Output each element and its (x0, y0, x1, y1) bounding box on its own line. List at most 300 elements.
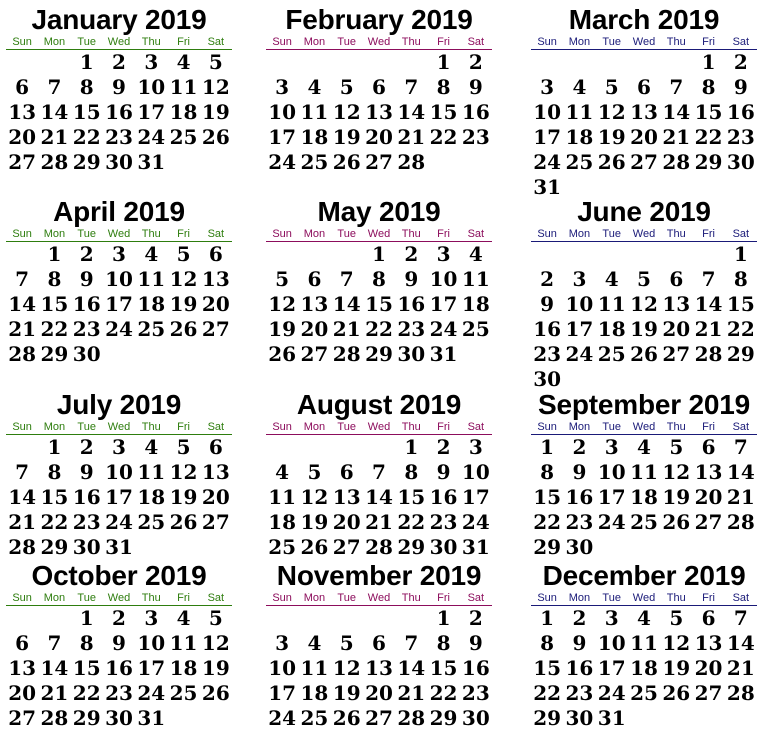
day-cell: 28 (726, 681, 755, 705)
day-cell: 24 (597, 510, 626, 534)
day-cell: 14 (726, 460, 755, 484)
day-cell: 3 (540, 75, 555, 99)
day-cell: 8 (436, 75, 451, 99)
day-cell: 1 (436, 606, 451, 630)
day-cell: 9 (112, 631, 126, 655)
day-cell: 21 (8, 510, 37, 534)
day-cell: 26 (268, 342, 297, 366)
day-cell: 8 (733, 267, 748, 291)
day-cell: 5 (275, 267, 290, 291)
day-cell: 5 (208, 606, 223, 630)
day-cell: 6 (15, 631, 30, 655)
day-cell: 9 (572, 460, 587, 484)
month-march (531, 4, 757, 200)
day-cell: 7 (47, 75, 62, 99)
month-title: September 2019 (538, 389, 750, 420)
day-cell: 7 (701, 267, 716, 291)
day-cell: 15 (533, 656, 562, 680)
day-cell: 27 (8, 706, 37, 730)
day-cell: 3 (468, 435, 483, 459)
day-cell: 13 (365, 656, 393, 680)
day-cell: 1 (701, 50, 716, 74)
day-cell: 18 (169, 100, 198, 124)
weekday-header (266, 421, 492, 435)
day-cell: 28 (8, 535, 37, 559)
day-cell: 6 (208, 435, 223, 459)
month-title: November 2019 (276, 560, 482, 591)
day-cell: 14 (397, 656, 426, 680)
day-cell: 20 (694, 485, 723, 509)
day-cell: 10 (268, 656, 297, 680)
day-cell: 6 (372, 631, 386, 655)
day-cell: 21 (726, 485, 755, 509)
day-grid (6, 242, 232, 367)
day-cell: 20 (300, 317, 329, 341)
day-cell: 3 (144, 606, 159, 630)
day-cell: 16 (461, 656, 490, 680)
day-cell: 4 (176, 50, 191, 74)
month-december (531, 560, 757, 731)
day-cell: 17 (597, 485, 626, 509)
weekday-label: Sat (732, 36, 750, 48)
weekday-label: Tue (77, 592, 96, 604)
month-title: March 2019 (568, 4, 720, 35)
day-cell: 22 (726, 317, 755, 341)
day-cell: 18 (137, 485, 166, 509)
day-cell: 15 (429, 656, 458, 680)
weekday-label: Thu (666, 228, 686, 240)
day-cell: 21 (365, 510, 393, 534)
weekday-label: Sun (272, 36, 292, 48)
day-cell: 22 (533, 681, 562, 705)
weekday-label: Fri (177, 592, 190, 604)
day-cell: 11 (300, 656, 329, 680)
day-cell: 2 (112, 606, 126, 630)
weekday-header (266, 36, 492, 50)
day-cell: 15 (72, 656, 101, 680)
day-cell: 21 (726, 656, 755, 680)
day-cell: 16 (565, 656, 594, 680)
day-grid (266, 606, 492, 731)
day-cell: 13 (662, 292, 691, 316)
day-cell: 19 (169, 485, 198, 509)
day-grid (266, 435, 492, 560)
day-cell: 8 (47, 267, 62, 291)
day-cell: 2 (572, 435, 587, 459)
day-cell: 12 (597, 100, 626, 124)
weekday-label: Sun (12, 36, 32, 48)
day-cell: 28 (40, 150, 69, 174)
weekday-header (266, 592, 492, 606)
day-cell: 8 (436, 631, 451, 655)
day-cell: 14 (8, 485, 37, 509)
day-cell: 4 (307, 631, 322, 655)
weekday-label: Sat (207, 592, 225, 604)
day-cell: 21 (332, 317, 361, 341)
day-cell: 12 (662, 460, 691, 484)
day-cell: 29 (533, 535, 562, 559)
day-cell: 9 (436, 460, 451, 484)
day-cell: 11 (300, 100, 329, 124)
day-cell: 26 (332, 150, 361, 174)
day-cell: 31 (137, 150, 166, 174)
day-cell: 5 (176, 242, 191, 266)
day-cell: 21 (40, 125, 69, 149)
day-cell: 28 (694, 342, 723, 366)
day-cell: 26 (332, 706, 361, 730)
day-cell: 2 (112, 50, 126, 74)
day-cell: 6 (15, 75, 30, 99)
weekday-label: Thu (401, 421, 421, 433)
month-february (266, 4, 492, 175)
day-cell: 24 (597, 681, 626, 705)
weekday-label: Fri (702, 228, 715, 240)
weekday-header (6, 36, 232, 50)
day-cell: 23 (726, 125, 755, 149)
day-cell: 28 (397, 706, 426, 730)
day-cell: 29 (40, 535, 69, 559)
day-cell: 11 (137, 460, 166, 484)
day-cell: 24 (533, 150, 562, 174)
day-cell: 25 (137, 510, 166, 534)
day-cell: 27 (201, 510, 230, 534)
day-cell: 14 (694, 292, 723, 316)
day-cell: 21 (662, 125, 691, 149)
weekday-label: Sat (467, 592, 485, 604)
day-cell: 2 (468, 50, 483, 74)
day-cell: 13 (300, 292, 329, 316)
weekday-label: Thu (401, 592, 421, 604)
day-cell: 13 (694, 631, 723, 655)
day-cell: 8 (540, 460, 555, 484)
day-cell: 5 (339, 75, 354, 99)
weekday-label: Tue (337, 592, 356, 604)
day-cell: 7 (47, 631, 62, 655)
weekday-label: Mon (568, 228, 591, 240)
day-cell: 13 (201, 460, 230, 484)
day-cell: 11 (169, 631, 198, 655)
weekday-header (531, 592, 757, 606)
day-cell: 6 (669, 267, 684, 291)
weekday-label: Thu (401, 36, 421, 48)
weekday-label: Sun (12, 228, 32, 240)
day-cell: 25 (630, 510, 658, 534)
day-cell: 26 (662, 681, 691, 705)
day-cell: 3 (144, 50, 159, 74)
day-cell: 17 (268, 681, 297, 705)
day-cell: 29 (72, 706, 101, 730)
weekday-label: Sat (207, 421, 225, 433)
weekday-label: Tue (602, 421, 621, 433)
day-cell: 2 (733, 50, 748, 74)
day-cell: 1 (372, 242, 386, 266)
day-cell: 25 (461, 317, 490, 341)
day-cell: 19 (332, 125, 361, 149)
day-cell: 9 (79, 267, 94, 291)
day-cell: 15 (365, 292, 393, 316)
day-cell: 23 (565, 681, 594, 705)
day-cell: 16 (461, 100, 490, 124)
day-cell: 13 (332, 485, 361, 509)
day-cell: 20 (201, 485, 230, 509)
weekday-label: Tue (602, 228, 621, 240)
day-cell: 27 (365, 706, 393, 730)
weekday-label: Thu (141, 36, 161, 48)
day-cell: 30 (565, 706, 594, 730)
day-cell: 9 (468, 75, 483, 99)
weekday-label: Thu (666, 421, 686, 433)
weekday-label: Fri (702, 421, 715, 433)
month-january (6, 4, 232, 175)
day-cell: 7 (372, 460, 386, 484)
weekday-header (531, 36, 757, 50)
day-cell: 14 (40, 100, 69, 124)
weekday-label: Mon (43, 421, 66, 433)
day-cell: 28 (726, 510, 755, 534)
day-cell: 7 (733, 435, 748, 459)
day-cell: 9 (79, 460, 94, 484)
day-cell: 28 (397, 150, 426, 174)
weekday-label: Tue (77, 421, 96, 433)
weekday-label: Fri (437, 421, 450, 433)
day-cell: 11 (268, 485, 297, 509)
day-cell: 14 (397, 100, 426, 124)
day-cell: 10 (565, 292, 594, 316)
weekday-label: Mon (43, 228, 66, 240)
day-cell: 8 (372, 267, 386, 291)
weekday-label: Sat (732, 592, 750, 604)
day-cell: 22 (365, 317, 393, 341)
day-cell: 23 (461, 125, 490, 149)
month-april (6, 196, 232, 367)
weekday-label: Tue (77, 228, 96, 240)
day-cell: 27 (332, 535, 361, 559)
day-cell: 24 (429, 317, 458, 341)
day-cell: 15 (429, 100, 458, 124)
day-grid (6, 606, 232, 731)
weekday-label: Tue (337, 421, 356, 433)
weekday-label: Sun (272, 421, 292, 433)
day-cell: 16 (105, 656, 133, 680)
day-cell: 21 (397, 125, 426, 149)
day-cell: 12 (332, 656, 361, 680)
day-cell: 4 (176, 606, 191, 630)
day-cell: 20 (694, 656, 723, 680)
weekday-label: Mon (568, 592, 591, 604)
day-cell: 1 (47, 435, 62, 459)
day-cell: 30 (565, 535, 594, 559)
weekday-label: Mon (303, 421, 326, 433)
day-cell: 26 (662, 510, 691, 534)
day-cell: 6 (208, 242, 223, 266)
day-cell: 17 (105, 292, 133, 316)
day-cell: 4 (275, 460, 290, 484)
day-cell: 21 (40, 681, 69, 705)
day-cell: 26 (201, 681, 230, 705)
day-cell: 2 (436, 435, 451, 459)
day-cell: 12 (268, 292, 297, 316)
weekday-label: Sat (732, 228, 750, 240)
day-cell: 10 (105, 460, 133, 484)
day-cell: 14 (726, 631, 755, 655)
day-cell: 22 (72, 125, 101, 149)
day-cell: 27 (300, 342, 329, 366)
day-cell: 6 (307, 267, 322, 291)
day-cell: 19 (597, 125, 626, 149)
day-cell: 2 (79, 435, 94, 459)
day-cell: 9 (468, 631, 483, 655)
weekday-label: Sun (12, 592, 32, 604)
day-cell: 3 (604, 606, 619, 630)
month-september (531, 389, 757, 560)
day-cell: 20 (365, 125, 393, 149)
day-grid (531, 606, 757, 731)
day-cell: 1 (540, 606, 555, 630)
day-cell: 15 (40, 485, 69, 509)
weekday-label: Fri (177, 36, 190, 48)
weekday-header (6, 228, 232, 242)
day-cell: 22 (694, 125, 723, 149)
day-cell: 24 (565, 342, 594, 366)
day-cell: 17 (137, 100, 166, 124)
day-cell: 23 (72, 317, 101, 341)
weekday-label: Mon (43, 592, 66, 604)
day-cell: 23 (429, 510, 458, 534)
day-cell: 30 (105, 150, 133, 174)
weekday-label: Sat (467, 421, 485, 433)
day-cell: 30 (533, 367, 562, 391)
month-title: August 2019 (296, 389, 462, 420)
weekday-label: Sun (272, 228, 292, 240)
day-cell: 19 (169, 292, 198, 316)
month-june (531, 196, 757, 392)
day-cell: 13 (8, 100, 37, 124)
day-cell: 1 (79, 50, 94, 74)
day-cell: 18 (300, 125, 329, 149)
day-cell: 6 (701, 435, 716, 459)
weekday-label: Wed (107, 36, 131, 48)
day-cell: 18 (268, 510, 297, 534)
day-cell: 5 (208, 50, 223, 74)
weekday-label: Fri (437, 228, 450, 240)
day-cell: 3 (112, 242, 126, 266)
day-cell: 6 (701, 606, 716, 630)
day-cell: 13 (630, 100, 658, 124)
day-cell: 30 (726, 150, 755, 174)
day-cell: 27 (201, 317, 230, 341)
day-grid (6, 50, 232, 175)
day-cell: 9 (404, 267, 419, 291)
day-cell: 14 (662, 100, 691, 124)
day-cell: 25 (169, 681, 198, 705)
day-cell: 22 (72, 681, 101, 705)
day-cell: 28 (662, 150, 691, 174)
day-cell: 16 (533, 317, 562, 341)
day-cell: 17 (105, 485, 133, 509)
day-cell: 17 (461, 485, 490, 509)
day-cell: 23 (533, 342, 562, 366)
weekday-label: Sat (732, 421, 750, 433)
weekday-label: Sun (12, 421, 32, 433)
day-grid (531, 242, 757, 392)
day-cell: 10 (597, 460, 626, 484)
day-cell: 31 (429, 342, 458, 366)
weekday-label: Wed (367, 228, 391, 240)
day-cell: 2 (540, 267, 555, 291)
day-cell: 26 (169, 510, 198, 534)
day-cell: 13 (8, 656, 37, 680)
day-cell: 29 (397, 535, 426, 559)
day-cell: 22 (397, 510, 426, 534)
day-cell: 19 (300, 510, 329, 534)
day-cell: 10 (137, 75, 166, 99)
day-cell: 3 (436, 242, 451, 266)
day-cell: 2 (404, 242, 419, 266)
day-cell: 28 (40, 706, 69, 730)
day-cell: 31 (533, 175, 562, 199)
day-cell: 15 (726, 292, 755, 316)
day-cell: 31 (105, 535, 133, 559)
day-grid (6, 435, 232, 560)
day-cell: 7 (404, 75, 419, 99)
day-cell: 21 (8, 317, 37, 341)
day-cell: 27 (630, 150, 658, 174)
weekday-label: Sat (467, 228, 485, 240)
weekday-label: Wed (107, 228, 131, 240)
weekday-label: Mon (568, 421, 591, 433)
day-cell: 9 (572, 631, 587, 655)
weekday-label: Mon (303, 228, 326, 240)
day-cell: 3 (112, 435, 126, 459)
day-cell: 20 (201, 292, 230, 316)
weekday-label: Thu (141, 592, 161, 604)
day-cell: 19 (201, 656, 230, 680)
day-cell: 26 (169, 317, 198, 341)
weekday-header (266, 228, 492, 242)
month-title: February 2019 (285, 4, 473, 35)
weekday-label: Fri (177, 421, 190, 433)
day-cell: 17 (137, 656, 166, 680)
day-cell: 24 (268, 150, 297, 174)
day-cell: 25 (300, 706, 329, 730)
weekday-label: Wed (367, 592, 391, 604)
day-cell: 24 (105, 510, 133, 534)
month-title: April 2019 (53, 196, 185, 227)
day-cell: 29 (726, 342, 755, 366)
day-cell: 26 (300, 535, 329, 559)
day-cell: 22 (429, 681, 458, 705)
weekday-header (531, 421, 757, 435)
day-cell: 7 (733, 606, 748, 630)
month-july (6, 389, 232, 560)
month-title: May 2019 (317, 196, 441, 227)
month-may (266, 196, 492, 367)
day-cell: 7 (669, 75, 684, 99)
day-cell: 12 (332, 100, 361, 124)
weekday-label: Wed (632, 421, 656, 433)
day-cell: 10 (137, 631, 166, 655)
weekday-label: Sat (207, 36, 225, 48)
day-cell: 18 (461, 292, 490, 316)
day-cell: 5 (669, 606, 684, 630)
day-cell: 1 (540, 435, 555, 459)
day-cell: 8 (79, 631, 94, 655)
day-cell: 24 (137, 681, 166, 705)
day-cell: 2 (572, 606, 587, 630)
day-cell: 14 (8, 292, 37, 316)
weekday-label: Sun (272, 592, 292, 604)
day-cell: 31 (597, 706, 626, 730)
